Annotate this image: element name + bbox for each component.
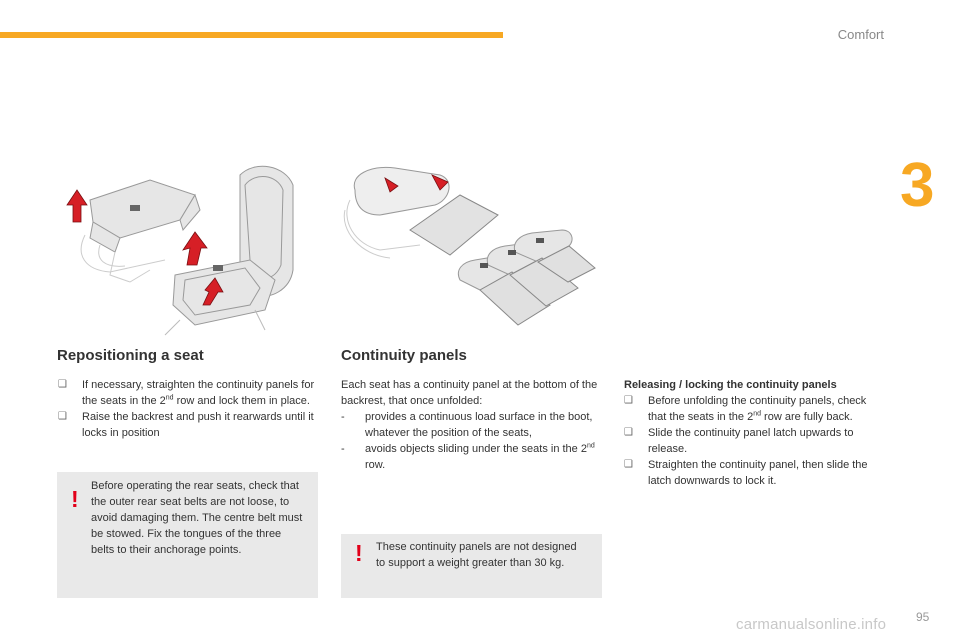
continuity-panels-heading: Continuity panels [341, 347, 467, 364]
watermark: carmanualsonline.info [736, 616, 887, 633]
section-title: Comfort [837, 27, 884, 42]
continuity-step: ❑ Straighten the continuity panel, then slide the latch downwards to lock it. [624, 459, 868, 487]
continuity-panels-description [341, 377, 603, 473]
weight-limit-warning-text: These continuity panels are not designed to support a weight greater than 30 kg. [376, 541, 577, 569]
checkbox-bullet-icon: ❑ [58, 379, 67, 390]
releasing-locking-subheading: Releasing / locking the continuity panels [624, 379, 837, 391]
repositioning-steps [58, 377, 320, 441]
repositioning-step: ❑ If necessary, straighten the continuity panels for the seats in the 2nd row and lock them in place. [58, 379, 315, 407]
repositioning-step: ❑ Raise the backrest and push it rearwards until it locks in position [58, 411, 314, 439]
continuity-step: ❑ Before unfolding the continuity panels, check that the seats in the 2nd row are fully back. [624, 395, 867, 423]
continuity-panel-instructions [624, 377, 886, 489]
warning-exclamation-icon: ! [355, 540, 363, 566]
continuity-feature: - provides a continuous load surface in the boot, whatever the position of the seats, [341, 411, 593, 439]
checkbox-bullet-icon: ❑ [58, 411, 67, 422]
checkbox-bullet-icon: ❑ [624, 427, 633, 438]
continuity-intro: Each seat has a continuity panel at the bottom of the backrest, that once unfolded: [341, 379, 598, 407]
page-number: 95 [916, 610, 930, 624]
chapter-number: 3 [900, 151, 935, 220]
checkbox-bullet-icon: ❑ [624, 395, 633, 406]
repositioning-heading: Repositioning a seat [57, 347, 204, 364]
continuity-panels-illustration [340, 160, 605, 345]
checkbox-bullet-icon: ❑ [624, 459, 633, 470]
continuity-step: ❑ Slide the continuity panel latch upwards to release. [624, 427, 854, 455]
weight-limit-warning-box [341, 534, 602, 598]
warning-exclamation-icon: ! [71, 486, 79, 512]
accent-bar [0, 32, 503, 38]
seat-repositioning-illustration [55, 160, 320, 345]
continuity-feature: - avoids objects sliding under the seats in the 2nd row. [341, 442, 595, 471]
seat-belt-warning-text: Before operating the rear seats, check that the outer rear seat belts are not loose, to avoid damaging them. The centre belt must be stowed. Fix the tongues of the three belts to their anchorage points. [91, 480, 303, 556]
seat-belt-warning-box [57, 472, 318, 598]
